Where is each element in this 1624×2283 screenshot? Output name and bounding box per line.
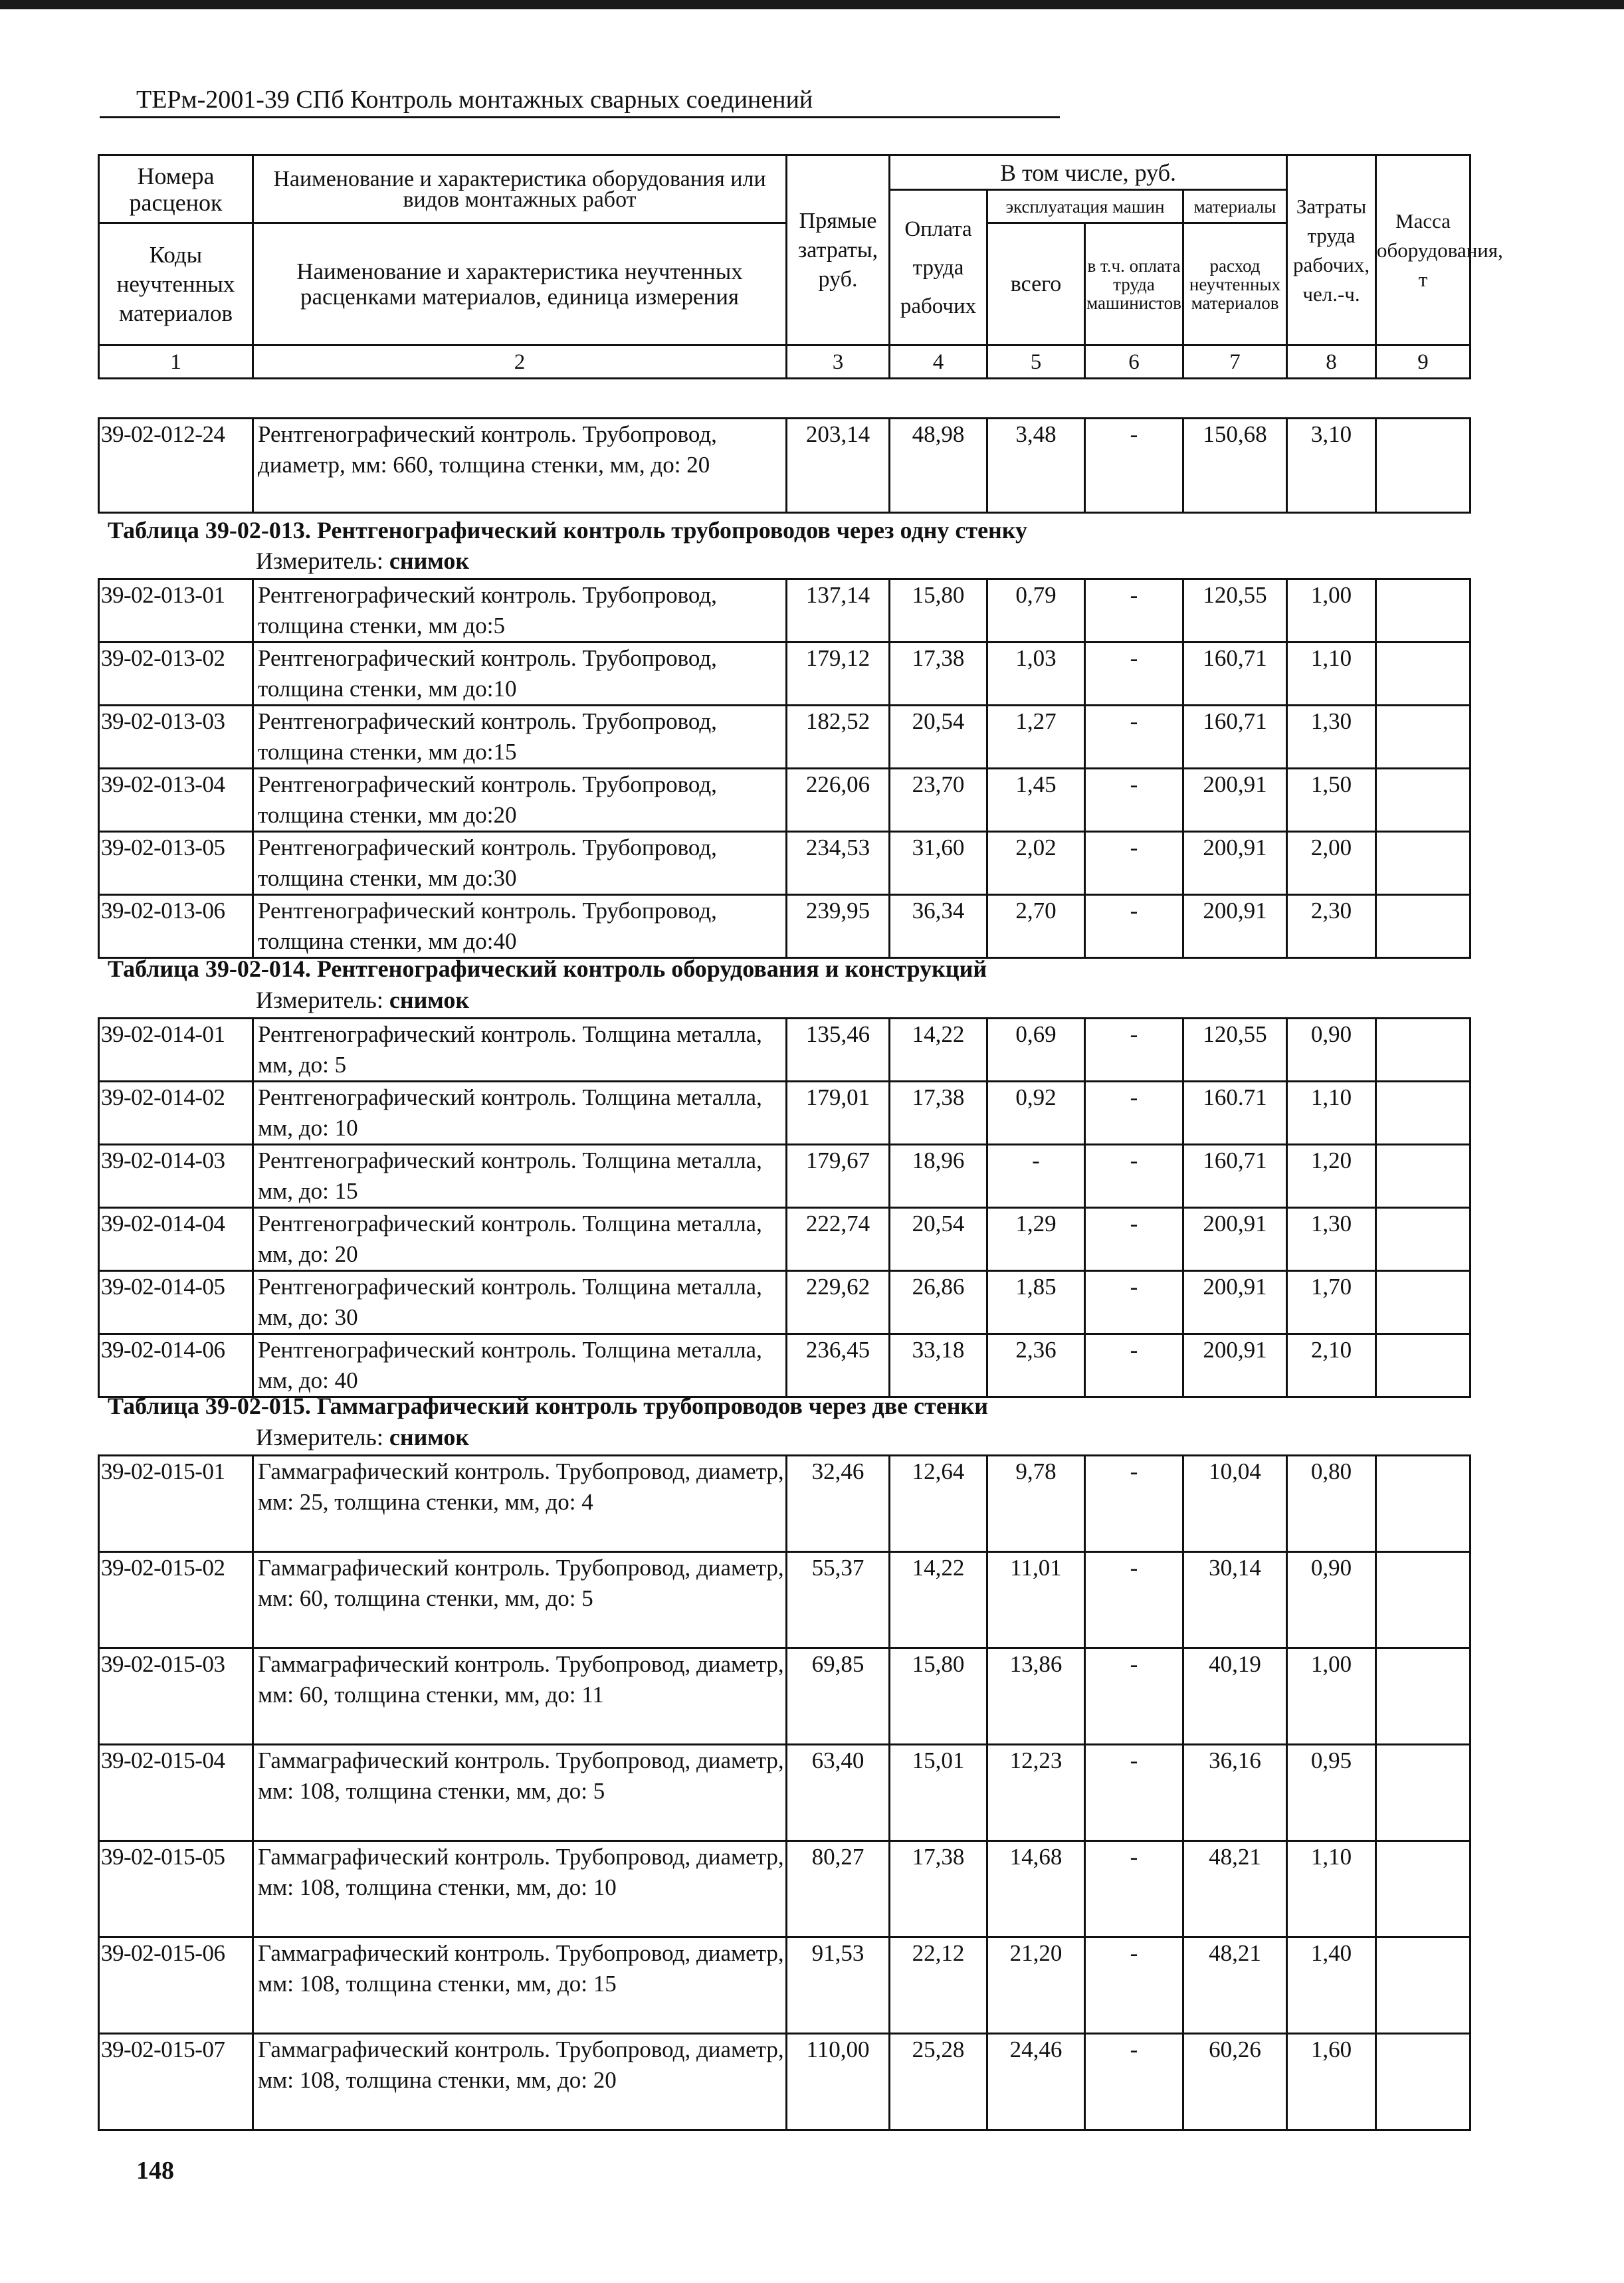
measure-label: Измеритель: xyxy=(256,547,383,574)
row-name: Рентгенографический контроль. Трубопровод, толщина стенки, мм до:10 xyxy=(253,643,787,706)
table-row xyxy=(99,1745,1471,1841)
row-code: 39-02-013-06 xyxy=(99,895,253,958)
labor-hours: 1,10 xyxy=(1287,1082,1376,1145)
labor-hours: 0,80 xyxy=(1287,1456,1376,1552)
labor-hours: 0,90 xyxy=(1287,1019,1376,1082)
row-code: 39-02-014-05 xyxy=(99,1271,253,1334)
materials-usage: 120,55 xyxy=(1183,1019,1287,1082)
machinist-pay: - xyxy=(1085,1145,1183,1208)
machines-total: 0,69 xyxy=(987,1019,1085,1082)
direct-costs: 239,95 xyxy=(787,895,890,958)
row-code: 39-02-014-01 xyxy=(99,1019,253,1082)
labor-hours: 1,00 xyxy=(1287,1648,1376,1745)
machinist-pay: - xyxy=(1085,706,1183,769)
column-number-row xyxy=(99,346,1471,379)
row-code: 39-02-015-02 xyxy=(99,1552,253,1648)
worker-pay: 18,96 xyxy=(890,1145,987,1208)
row-name: Рентгенографический контроль. Толщина металла, мм, до: 10 xyxy=(253,1082,787,1145)
materials-usage: 160,71 xyxy=(1183,643,1287,706)
table-row xyxy=(99,1334,1471,1397)
materials-usage: 200,91 xyxy=(1183,895,1287,958)
worker-pay: 17,38 xyxy=(890,643,987,706)
row-code: 39-02-014-04 xyxy=(99,1208,253,1271)
direct-costs: 135,46 xyxy=(787,1019,890,1082)
labor-hours: 1,10 xyxy=(1287,643,1376,706)
machinist-pay: - xyxy=(1085,895,1183,958)
table-row xyxy=(99,1552,1471,1648)
row-name: Рентгенографический контроль. Трубопровод, толщина стенки, мм до:40 xyxy=(253,895,787,958)
header-material-usage: расход неучтенных материалов xyxy=(1183,223,1287,346)
worker-pay: 48,98 xyxy=(890,419,987,513)
equipment-mass xyxy=(1376,1937,1471,2034)
col-number: 9 xyxy=(1376,346,1471,379)
worker-pay: 31,60 xyxy=(890,832,987,895)
direct-costs: 55,37 xyxy=(787,1552,890,1648)
machines-total: 21,20 xyxy=(987,1937,1085,2034)
machines-total: 2,36 xyxy=(987,1334,1085,1397)
machines-total: 0,92 xyxy=(987,1082,1085,1145)
worker-pay: 15,80 xyxy=(890,579,987,643)
col-number: 1 xyxy=(99,346,253,379)
labor-hours: 1,10 xyxy=(1287,1841,1376,1937)
equipment-mass xyxy=(1376,1456,1471,1552)
worker-pay: 25,28 xyxy=(890,2034,987,2130)
table-row xyxy=(99,579,1471,643)
table-block-39-02-013 xyxy=(98,578,1471,959)
direct-costs: 137,14 xyxy=(787,579,890,643)
materials-usage: 150,68 xyxy=(1183,419,1287,513)
header-incl-group: В том числе, руб. xyxy=(890,155,1287,190)
page-title: ТЕРм-2001-39 СПб Контроль монтажных сварных соединений xyxy=(136,86,813,114)
materials-usage: 200,91 xyxy=(1183,832,1287,895)
direct-costs: 229,62 xyxy=(787,1271,890,1334)
measure-line xyxy=(256,547,469,575)
scan-top-border xyxy=(0,0,1624,9)
machinist-pay: - xyxy=(1085,1456,1183,1552)
machinist-pay: - xyxy=(1085,1648,1183,1745)
row-name: Гаммаграфический контроль. Трубопровод, диаметр, мм: 60, толщина стенки, мм, до: 11 xyxy=(253,1648,787,1745)
labor-hours: 0,90 xyxy=(1287,1552,1376,1648)
machines-total: - xyxy=(987,1145,1085,1208)
worker-pay: 23,70 xyxy=(890,769,987,832)
row-code: 39-02-013-01 xyxy=(99,579,253,643)
row-code: 39-02-014-06 xyxy=(99,1334,253,1397)
equipment-mass xyxy=(1376,706,1471,769)
table-row xyxy=(99,769,1471,832)
labor-hours: 1,00 xyxy=(1287,579,1376,643)
materials-usage: 200,91 xyxy=(1183,1334,1287,1397)
worker-pay: 20,54 xyxy=(890,1208,987,1271)
equipment-mass xyxy=(1376,419,1471,513)
direct-costs: 69,85 xyxy=(787,1648,890,1745)
table-row xyxy=(99,1208,1471,1271)
labor-hours: 1,50 xyxy=(1287,769,1376,832)
table-block-continued xyxy=(98,417,1471,514)
table-row xyxy=(99,895,1471,958)
materials-usage: 200,91 xyxy=(1183,1271,1287,1334)
table-row xyxy=(99,706,1471,769)
labor-hours: 2,00 xyxy=(1287,832,1376,895)
worker-pay: 14,22 xyxy=(890,1019,987,1082)
row-name: Рентгенографический контроль. Трубопровод, толщина стенки, мм до:20 xyxy=(253,769,787,832)
machinist-pay: - xyxy=(1085,2034,1183,2130)
row-code: 39-02-012-24 xyxy=(99,419,253,513)
header-labor-hours: Затраты труда рабочих, чел.-ч. xyxy=(1287,155,1376,346)
materials-usage: 200,91 xyxy=(1183,769,1287,832)
header-materials-group: материалы xyxy=(1183,190,1287,223)
table-row xyxy=(99,1271,1471,1334)
row-code: 39-02-014-03 xyxy=(99,1145,253,1208)
materials-usage: 200,91 xyxy=(1183,1208,1287,1271)
machines-total: 14,68 xyxy=(987,1841,1085,1937)
machinist-pay: - xyxy=(1085,419,1183,513)
worker-pay: 33,18 xyxy=(890,1334,987,1397)
materials-usage: 48,21 xyxy=(1183,1937,1287,2034)
machinist-pay: - xyxy=(1085,1841,1183,1937)
row-name: Рентгенографический контроль. Трубопровод, диаметр, мм: 660, толщина стенки, мм, до: 20 xyxy=(253,419,787,513)
equipment-mass xyxy=(1376,1082,1471,1145)
row-code: 39-02-015-04 xyxy=(99,1745,253,1841)
materials-usage: 160.71 xyxy=(1183,1082,1287,1145)
worker-pay: 12,64 xyxy=(890,1456,987,1552)
worker-pay: 17,38 xyxy=(890,1082,987,1145)
equipment-mass xyxy=(1376,579,1471,643)
table-row xyxy=(99,832,1471,895)
worker-pay: 15,80 xyxy=(890,1648,987,1745)
measure-line xyxy=(256,1423,469,1451)
materials-usage: 48,21 xyxy=(1183,1841,1287,1937)
machines-total: 9,78 xyxy=(987,1456,1085,1552)
worker-pay: 26,86 xyxy=(890,1271,987,1334)
direct-costs: 203,14 xyxy=(787,419,890,513)
machinist-pay: - xyxy=(1085,1334,1183,1397)
measure-value: снимок xyxy=(389,547,470,574)
row-code: 39-02-014-02 xyxy=(99,1082,253,1145)
row-code: 39-02-015-05 xyxy=(99,1841,253,1937)
header-direct-costs: Прямые затраты, руб. xyxy=(787,155,890,346)
labor-hours: 1,20 xyxy=(1287,1145,1376,1208)
materials-usage: 60,26 xyxy=(1183,2034,1287,2130)
header-worker-pay: Оплата труда рабочих xyxy=(890,190,987,346)
direct-costs: 63,40 xyxy=(787,1745,890,1841)
col-number: 7 xyxy=(1183,346,1287,379)
machinist-pay: - xyxy=(1085,1019,1183,1082)
row-code: 39-02-015-01 xyxy=(99,1456,253,1552)
machines-total: 1,85 xyxy=(987,1271,1085,1334)
table-row xyxy=(99,1648,1471,1745)
worker-pay: 15,01 xyxy=(890,1745,987,1841)
section-title: Таблица 39-02-014. Рентгенографический контроль оборудования и конструкций xyxy=(108,955,987,982)
table-block-39-02-015 xyxy=(98,1454,1471,2131)
labor-hours: 1,30 xyxy=(1287,1208,1376,1271)
labor-hours: 1,70 xyxy=(1287,1271,1376,1334)
machines-total: 2,70 xyxy=(987,895,1085,958)
header-codes-bottom: Коды неучтенных материалов xyxy=(99,223,253,346)
row-name: Рентгенографический контроль. Толщина металла, мм, до: 20 xyxy=(253,1208,787,1271)
machines-total: 0,79 xyxy=(987,579,1085,643)
worker-pay: 22,12 xyxy=(890,1937,987,2034)
measure-label: Измеритель: xyxy=(256,1424,383,1450)
table-row xyxy=(99,1145,1471,1208)
machinist-pay: - xyxy=(1085,643,1183,706)
row-name: Рентгенографический контроль. Толщина металла, мм, до: 5 xyxy=(253,1019,787,1082)
measure-value: снимок xyxy=(389,1424,470,1450)
row-name: Рентгенографический контроль. Трубопровод, толщина стенки, мм до:30 xyxy=(253,832,787,895)
equipment-mass xyxy=(1376,643,1471,706)
machines-total: 3,48 xyxy=(987,419,1085,513)
header-name-top: Наименование и характеристика оборудования или видов монтажных работ xyxy=(253,155,787,223)
col-number: 8 xyxy=(1287,346,1376,379)
table-row xyxy=(99,419,1471,513)
materials-usage: 10,04 xyxy=(1183,1456,1287,1552)
page-number: 148 xyxy=(136,2157,174,2185)
header-machinist-pay: в т.ч. оплата труда машинистов xyxy=(1085,223,1183,346)
machinist-pay: - xyxy=(1085,769,1183,832)
equipment-mass xyxy=(1376,1841,1471,1937)
section-title: Таблица 39-02-015. Гаммаграфический контроль трубопроводов через две стенки xyxy=(108,1393,989,1419)
row-name: Гаммаграфический контроль. Трубопровод, диаметр, мм: 108, толщина стенки, мм, до: 10 xyxy=(253,1841,787,1937)
row-code: 39-02-013-05 xyxy=(99,832,253,895)
equipment-mass xyxy=(1376,2034,1471,2130)
materials-usage: 160,71 xyxy=(1183,1145,1287,1208)
direct-costs: 179,67 xyxy=(787,1145,890,1208)
column-header-table xyxy=(98,154,1503,379)
col-number: 5 xyxy=(987,346,1085,379)
header-code-top: Номера расценок xyxy=(99,155,253,223)
machinist-pay: - xyxy=(1085,579,1183,643)
direct-costs: 179,01 xyxy=(787,1082,890,1145)
col-number: 6 xyxy=(1085,346,1183,379)
machinist-pay: - xyxy=(1085,1208,1183,1271)
equipment-mass xyxy=(1376,1334,1471,1397)
equipment-mass xyxy=(1376,1552,1471,1648)
direct-costs: 179,12 xyxy=(787,643,890,706)
col-number: 3 xyxy=(787,346,890,379)
row-code: 39-02-013-02 xyxy=(99,643,253,706)
row-name: Гаммаграфический контроль. Трубопровод, диаметр, мм: 108, толщина стенки, мм, до: 20 xyxy=(253,2034,787,2130)
labor-hours: 1,30 xyxy=(1287,706,1376,769)
table-row xyxy=(99,2034,1471,2130)
table-row xyxy=(99,1082,1471,1145)
section-title: Таблица 39-02-013. Рентгенографический контроль трубопроводов через одну стенку xyxy=(108,517,1028,544)
worker-pay: 36,34 xyxy=(890,895,987,958)
materials-usage: 120,55 xyxy=(1183,579,1287,643)
equipment-mass xyxy=(1376,1271,1471,1334)
labor-hours: 3,10 xyxy=(1287,419,1376,513)
header-name-bottom: Наименование и характеристика неучтенных расценками материалов, единица измерения xyxy=(253,223,787,346)
row-name: Рентгенографический контроль. Толщина металла, мм, до: 30 xyxy=(253,1271,787,1334)
labor-hours: 1,40 xyxy=(1287,1937,1376,2034)
materials-usage: 160,71 xyxy=(1183,706,1287,769)
row-code: 39-02-013-03 xyxy=(99,706,253,769)
machinist-pay: - xyxy=(1085,1271,1183,1334)
row-code: 39-02-013-04 xyxy=(99,769,253,832)
measure-line xyxy=(256,986,469,1014)
machines-total: 1,27 xyxy=(987,706,1085,769)
title-underline xyxy=(100,116,1060,118)
machines-total: 24,46 xyxy=(987,2034,1085,2130)
direct-costs: 110,00 xyxy=(787,2034,890,2130)
table-row xyxy=(99,1841,1471,1937)
machinist-pay: - xyxy=(1085,1745,1183,1841)
equipment-mass xyxy=(1376,832,1471,895)
equipment-mass xyxy=(1376,895,1471,958)
header-mass: Масса оборудования, т xyxy=(1376,155,1471,346)
materials-usage: 30,14 xyxy=(1183,1552,1287,1648)
machines-total: 13,86 xyxy=(987,1648,1085,1745)
row-name: Гаммаграфический контроль. Трубопровод, диаметр, мм: 60, толщина стенки, мм, до: 5 xyxy=(253,1552,787,1648)
labor-hours: 0,95 xyxy=(1287,1745,1376,1841)
table-row xyxy=(99,1456,1471,1552)
worker-pay: 14,22 xyxy=(890,1552,987,1648)
machinist-pay: - xyxy=(1085,832,1183,895)
equipment-mass xyxy=(1376,1745,1471,1841)
col-number: 4 xyxy=(890,346,987,379)
machines-total: 1,29 xyxy=(987,1208,1085,1271)
col-number: 2 xyxy=(253,346,787,379)
table-block-39-02-014 xyxy=(98,1017,1471,1398)
materials-usage: 36,16 xyxy=(1183,1745,1287,1841)
row-name: Рентгенографический контроль. Толщина металла, мм, до: 15 xyxy=(253,1145,787,1208)
table-row xyxy=(99,1937,1471,2034)
machines-total: 11,01 xyxy=(987,1552,1085,1648)
header-machines-group: эксплуатация машин xyxy=(987,190,1183,223)
row-code: 39-02-015-06 xyxy=(99,1937,253,2034)
equipment-mass xyxy=(1376,769,1471,832)
machines-total: 1,45 xyxy=(987,769,1085,832)
machinist-pay: - xyxy=(1085,1937,1183,2034)
direct-costs: 236,45 xyxy=(787,1334,890,1397)
worker-pay: 20,54 xyxy=(890,706,987,769)
direct-costs: 80,27 xyxy=(787,1841,890,1937)
equipment-mass xyxy=(1376,1648,1471,1745)
direct-costs: 234,53 xyxy=(787,832,890,895)
machines-total: 1,03 xyxy=(987,643,1085,706)
row-code: 39-02-015-07 xyxy=(99,2034,253,2130)
row-name: Гаммаграфический контроль. Трубопровод, диаметр, мм: 108, толщина стенки, мм, до: 15 xyxy=(253,1937,787,2034)
machines-total: 2,02 xyxy=(987,832,1085,895)
direct-costs: 222,74 xyxy=(787,1208,890,1271)
materials-usage: 40,19 xyxy=(1183,1648,1287,1745)
direct-costs: 32,46 xyxy=(787,1456,890,1552)
header-machines-total: всего xyxy=(987,223,1085,346)
labor-hours: 2,10 xyxy=(1287,1334,1376,1397)
row-name: Гаммаграфический контроль. Трубопровод, диаметр, мм: 25, толщина стенки, мм, до: 4 xyxy=(253,1456,787,1552)
direct-costs: 182,52 xyxy=(787,706,890,769)
labor-hours: 1,60 xyxy=(1287,2034,1376,2130)
row-name: Рентгенографический контроль. Трубопровод, толщина стенки, мм до:5 xyxy=(253,579,787,643)
equipment-mass xyxy=(1376,1145,1471,1208)
machinist-pay: - xyxy=(1085,1082,1183,1145)
row-name: Рентгенографический контроль. Трубопровод, толщина стенки, мм до:15 xyxy=(253,706,787,769)
measure-label: Измеритель: xyxy=(256,987,383,1013)
table-row xyxy=(99,1019,1471,1082)
labor-hours: 2,30 xyxy=(1287,895,1376,958)
equipment-mass xyxy=(1376,1019,1471,1082)
equipment-mass xyxy=(1376,1208,1471,1271)
table-row xyxy=(99,643,1471,706)
row-name: Рентгенографический контроль. Толщина металла, мм, до: 40 xyxy=(253,1334,787,1397)
machinist-pay: - xyxy=(1085,1552,1183,1648)
machines-total: 12,23 xyxy=(987,1745,1085,1841)
row-name: Гаммаграфический контроль. Трубопровод, диаметр, мм: 108, толщина стенки, мм, до: 5 xyxy=(253,1745,787,1841)
worker-pay: 17,38 xyxy=(890,1841,987,1937)
measure-value: снимок xyxy=(389,987,470,1013)
row-code: 39-02-015-03 xyxy=(99,1648,253,1745)
direct-costs: 91,53 xyxy=(787,1937,890,2034)
direct-costs: 226,06 xyxy=(787,769,890,832)
